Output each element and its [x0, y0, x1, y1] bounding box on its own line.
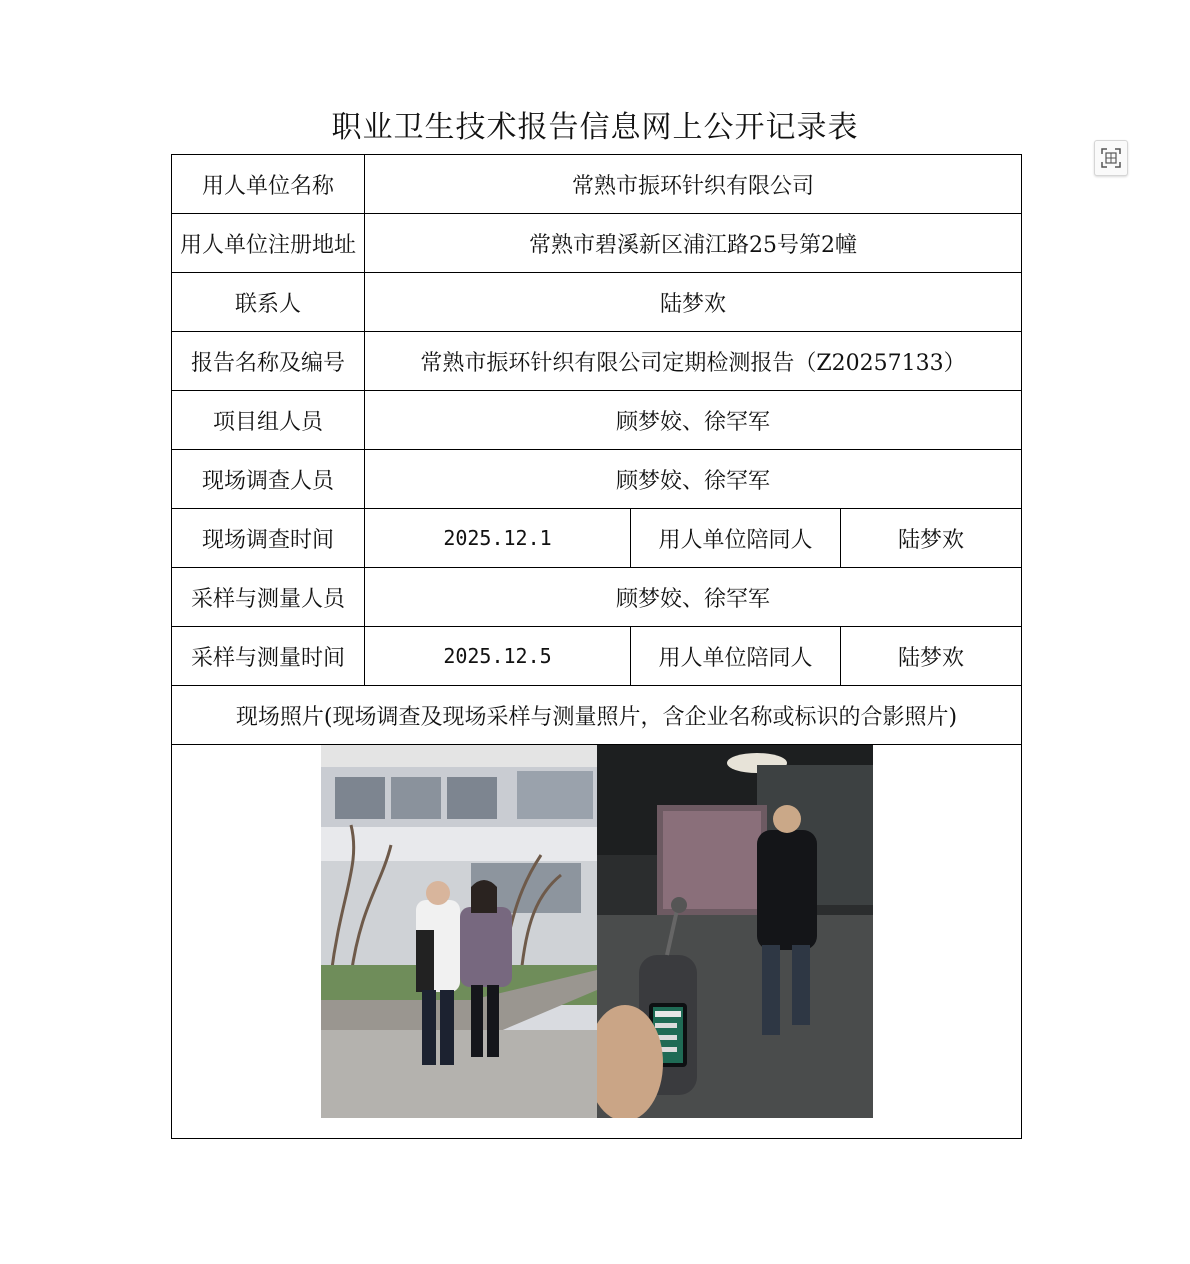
- sampling-companion-label: 用人单位陪同人: [631, 627, 841, 686]
- employer-name-value: 常熟市振环针织有限公司: [365, 155, 1022, 214]
- report-value: 常熟市振环针织有限公司定期检测报告（Z20257133）: [365, 332, 1022, 391]
- sampling-companion-value: 陆梦欢: [841, 627, 1022, 686]
- sampling-time-label: 采样与测量时间: [172, 627, 365, 686]
- team-label: 项目组人员: [172, 391, 365, 450]
- employer-address-label: 用人单位注册地址: [172, 214, 365, 273]
- photos-cell: [172, 745, 1022, 1139]
- sampling-photo: [597, 745, 873, 1118]
- employer-address-value: 常熟市碧溪新区浦江路25号第2幢: [365, 214, 1022, 273]
- survey-staff-label: 现场调查人员: [172, 450, 365, 509]
- employer-name-label: 用人单位名称: [172, 155, 365, 214]
- sampling-staff-value: 顾梦姣、徐罕军: [365, 568, 1022, 627]
- sampling-staff-label: 采样与测量人员: [172, 568, 365, 627]
- table-row: [172, 568, 1022, 627]
- page-title: 职业卫生技术报告信息网上公开记录表: [331, 110, 859, 145]
- survey-time-value: 2025.12.1: [365, 509, 631, 568]
- table-row: [172, 214, 1022, 273]
- report-label: 报告名称及编号: [172, 332, 365, 391]
- group-photo: [321, 745, 597, 1118]
- table-row: [172, 686, 1022, 745]
- survey-staff-value: 顾梦姣、徐罕军: [365, 450, 1022, 509]
- table-row: [172, 155, 1022, 214]
- sampling-time-value: 2025.12.5: [365, 627, 631, 686]
- photos-heading: 现场照片(现场调查及现场采样与测量照片，含企业名称或标识的合影照片): [172, 686, 1022, 745]
- contact-value: 陆梦欢: [365, 273, 1022, 332]
- table-row: [172, 509, 1022, 568]
- table-row: [172, 450, 1022, 509]
- survey-companion-value: 陆梦欢: [841, 509, 1022, 568]
- photo-strip: [174, 745, 1019, 1118]
- table-row: [172, 391, 1022, 450]
- table-row: [172, 332, 1022, 391]
- team-value: 顾梦姣、徐罕军: [365, 391, 1022, 450]
- contact-label: 联系人: [172, 273, 365, 332]
- scan-icon[interactable]: [1094, 140, 1128, 176]
- table-row: [172, 273, 1022, 332]
- table-row: [172, 745, 1022, 1139]
- record-table: [171, 154, 1022, 1139]
- table-row: [172, 627, 1022, 686]
- survey-time-label: 现场调查时间: [172, 509, 365, 568]
- survey-companion-label: 用人单位陪同人: [631, 509, 841, 568]
